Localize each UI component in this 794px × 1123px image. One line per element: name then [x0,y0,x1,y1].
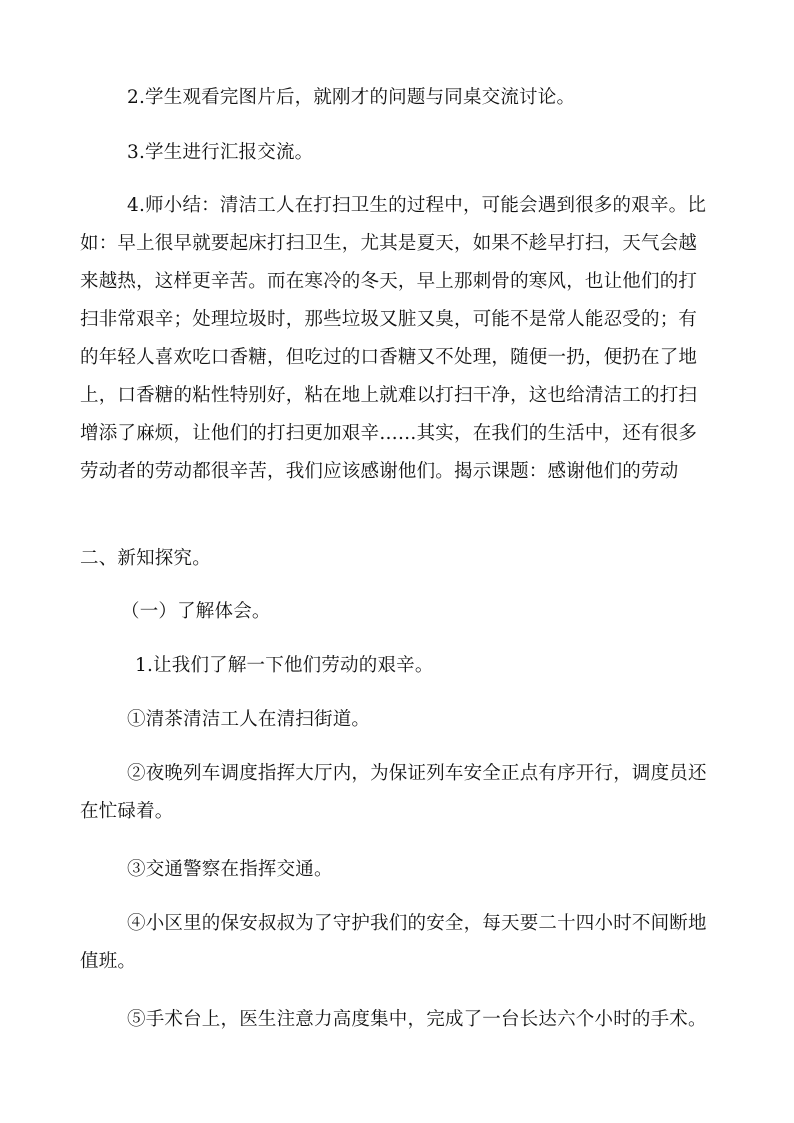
text-line: ③交通警察在指挥交通。 [127,859,333,880]
paragraph-step-3 [90,134,710,172]
text-line: ①清茶清洁工人在清扫街道。 [127,709,371,730]
text-line: ⑤手术台上，医生注意力高度集中，完成了一台长达六个小时的手术。 [127,1009,707,1030]
text-line: 增添了麻烦，让他们的打扫更加艰辛……其实，在我们的生活中，还有很多 [80,423,698,444]
text-line: ②夜晚列车调度指挥大厅内，为保证列车安全正点有序开行，调度员还 [127,763,707,784]
paragraph-circle-3 [90,851,710,889]
text-line: 值班。 [80,951,137,972]
text-line: 如：早上很早就要起床打扫卫生，尤其是夏天，如果不趁早打扫，天气会越 [80,233,698,254]
paragraph-circle-1 [90,701,710,739]
text-line: 来越热，这样更辛苦。而在寒冷的冬天，早上那刺骨的寒风，也让他们的打 [80,271,698,292]
text-line: 3.学生进行汇报交流。 [127,142,314,163]
text-line: 劳动者的劳动都很辛苦，我们应该感谢他们。揭示课题：感谢他们的劳动 [80,461,679,482]
text-line: 上，口香糖的粘性特别好，粘在地上就难以打扫干净，这也给清洁工的打扫 [80,385,698,406]
paragraph-teacher-summary [80,187,710,491]
paragraph-step-2 [90,79,710,117]
text-line: 4.师小结：清洁工人在打扫卫生的过程中，可能会遇到很多的艰辛。比 [127,195,707,216]
text-line: （一）了解体会。 [121,601,271,622]
text-line: 2.学生观看完图片后，就刚才的问题与同桌交流讨论。 [127,87,576,108]
paragraph-circle-5 [90,1001,710,1039]
paragraph-item-1 [90,647,710,685]
text-line: 二、新知探究。 [80,548,211,569]
section-heading-new-knowledge [80,540,710,578]
text-line: ④小区里的保安叔叔为了守护我们的安全，每天要二十四小时不间断地 [127,913,707,934]
paragraph-circle-4 [80,905,710,981]
text-line: 在忙碌着。 [80,801,174,822]
text-line: 的年轻人喜欢吃口香糖，但吃过的口香糖又不处理，随便一扔，便扔在了地 [80,347,698,368]
subsection-heading-understand [90,593,710,631]
paragraph-circle-2 [80,755,710,831]
text-line: 扫非常艰辛；处理垃圾时，那些垃圾又脏又臭，可能不是常人能忍受的；有 [80,309,698,330]
text-line: 1.让我们了解一下他们劳动的艰辛。 [135,655,434,676]
